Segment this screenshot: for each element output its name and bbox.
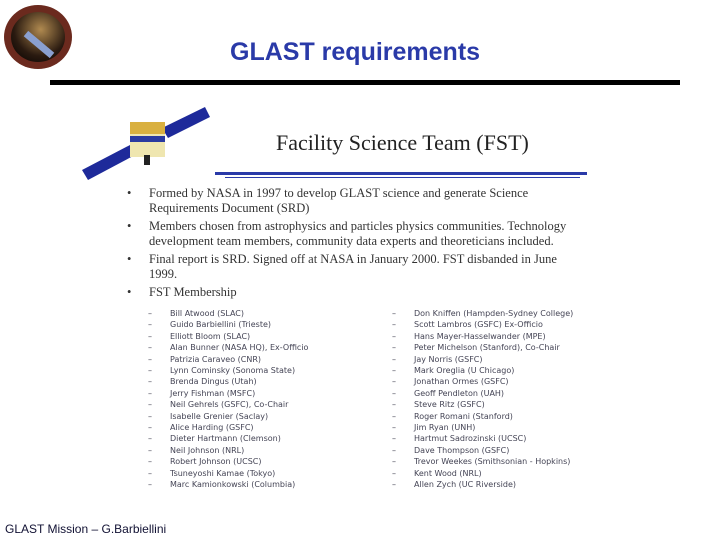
member-name: Tsuneyoshi Kamae (Tokyo) [170,468,276,478]
member-item [392,445,573,456]
member-item [148,433,308,444]
member-item [148,365,308,376]
member-item [148,411,308,422]
dash-marker: – [392,366,396,376]
dash-marker: – [148,468,152,478]
dash-marker: – [148,434,152,444]
members-left-list [148,308,308,491]
dash-marker: – [148,343,152,353]
member-name: Robert Johnson (UCSC) [170,457,262,467]
member-name: Bill Atwood (SLAC) [170,309,244,318]
bullet-item: • FST Membership [127,285,237,299]
member-item [392,331,573,342]
dash-marker: – [392,411,396,421]
member-name: Jonathan Ormes (GSFC) [414,377,509,387]
member-name: Patrizia Caraveo (CNR) [170,354,262,364]
member-item [392,433,573,444]
bullet-item: • Members chosen from astrophysics and particles physics communities. Technology development team members, community data experts and theoreticians included. [127,219,567,248]
heading-underline-thin [225,177,580,178]
member-name: Dave Thompson (GSFC) [414,445,510,455]
dash-marker: – [392,423,396,433]
member-item [148,354,308,365]
member-name: Guido Barbiellini (Trieste) [170,320,272,330]
dash-marker: – [148,320,152,330]
member-item [148,388,308,399]
page-title: GLAST requirements [230,38,481,66]
member-name: Roger Romani (Stanford) [414,411,513,421]
satellite-image [80,100,210,180]
member-name: Steve Ritz (GSFC) [414,400,485,410]
member-name: Allen Zych (UC Riverside) [414,480,517,490]
dash-marker: – [392,400,396,410]
member-name: Don Kniffen (Hampden-Sydney College) [414,309,574,318]
member-item [148,422,308,433]
member-name: Jay Norris (GSFC) [414,354,483,364]
dash-marker: – [148,388,152,398]
member-item [148,342,308,353]
member-item [392,399,573,410]
member-name: Alan Bunner (NASA HQ), Ex-Officio [170,343,309,353]
dash-marker: – [148,354,152,364]
dash-marker: – [148,480,152,490]
member-name: Marc Kamionkowski (Columbia) [170,480,296,490]
member-item [392,319,573,330]
dash-marker: – [148,331,152,341]
member-item [392,376,573,387]
dash-marker: – [392,354,396,364]
member-name: Jerry Fishman (MSFC) [170,388,256,398]
dash-marker: – [148,309,152,318]
member-item [392,422,573,433]
dash-marker: – [148,411,152,421]
member-item [148,479,308,490]
dash-marker: – [392,309,396,318]
dash-marker: – [392,320,396,330]
member-item [392,468,573,479]
bullet-item: • Final report is SRD. Signed off at NASA in January 2000. FST disbanded in June 1999. [127,252,557,281]
dash-marker: – [392,434,396,444]
member-item [148,445,308,456]
dash-marker: – [392,343,396,353]
slide-heading: Facility Science Team (FST) [276,130,529,155]
member-name: Geoff Pendleton (UAH) [414,388,505,398]
member-name: Scott Lambros (GSFC) Ex-Officio [414,320,543,330]
dash-marker: – [148,445,152,455]
member-name: Hartmut Sadrozinski (UCSC) [414,434,527,444]
member-name: Kent Wood (NRL) [414,468,482,478]
member-item [148,308,308,319]
member-name: Jim Ryan (UNH) [414,423,476,433]
bullet-item: • Formed by NASA in 1997 to develop GLAST science and generate Science Requirements Document (SRD) [127,186,529,215]
member-name: Alice Harding (GSFC) [170,423,254,433]
dash-marker: – [392,480,396,490]
member-item [148,319,308,330]
dash-marker: – [392,377,396,387]
dash-marker: – [392,457,396,467]
member-item [148,331,308,342]
member-item [392,354,573,365]
member-item [148,468,308,479]
member-item [392,342,573,353]
member-name: Hans Mayer-Hasselwander (MPE) [414,331,546,341]
member-name: Brenda Dingus (Utah) [170,377,257,387]
member-item [148,456,308,467]
title-rule [50,80,680,85]
dash-marker: – [148,423,152,433]
dash-marker: – [392,388,396,398]
dash-marker: – [392,468,396,478]
member-name: Elliott Bloom (SLAC) [170,331,251,341]
member-item [392,456,573,467]
member-name: Isabelle Grenier (Saclay) [170,411,269,421]
member-name: Neil Johnson (NRL) [170,445,245,455]
glast-logo [4,5,72,69]
member-item [392,308,573,319]
dash-marker: – [148,366,152,376]
dash-marker: – [392,445,396,455]
member-item [392,479,573,490]
members-right-list [392,308,573,491]
member-name: Trevor Weekes (Smithsonian - Hopkins) [414,457,571,467]
member-name: Peter Michelson (Stanford), Co-Chair [414,343,560,353]
footer-text: GLAST Mission – G.Barbiellini [5,522,167,536]
heading-underline [215,172,587,175]
member-name: Neil Gehrels (GSFC), Co-Chair [170,400,289,410]
dash-marker: – [148,377,152,387]
member-item [392,365,573,376]
member-item [392,411,573,422]
member-name: Lynn Cominsky (Sonoma State) [170,366,296,376]
dash-marker: – [392,331,396,341]
member-item [148,399,308,410]
dash-marker: – [148,457,152,467]
member-name: Mark Oreglia (U Chicago) [414,366,515,376]
member-name: Dieter Hartmann (Clemson) [170,434,281,444]
member-item [392,388,573,399]
dash-marker: – [148,400,152,410]
member-item [148,376,308,387]
